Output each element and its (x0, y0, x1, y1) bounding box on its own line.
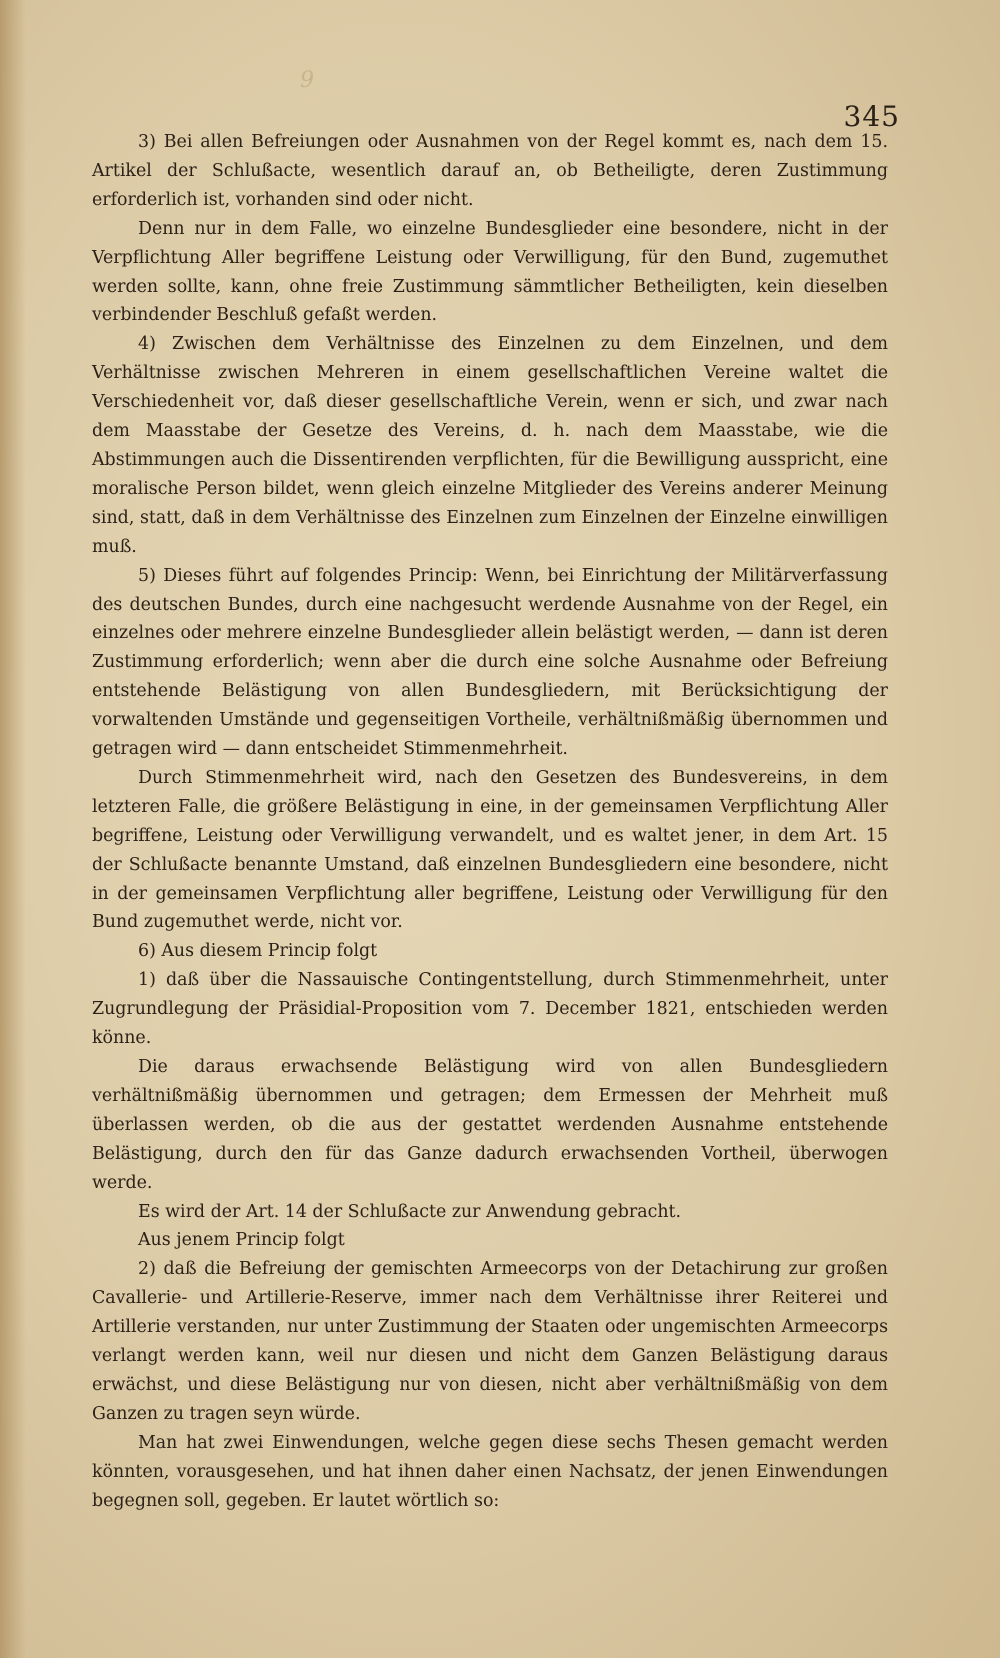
paragraph-article-14: Es wird der Art. 14 der Schlußacte zur Anwendung gebracht. (138, 1201, 682, 1222)
paragraph-point-6-item-2: 2) daß die Befreiung der gemischten Armeecorps von der Detachirung zur großen Cavallerie- und Artillerie-Reserve, immer nach dem Verhältnisse ihrer Reiterei und Artillerie verstanden, nur unter Zustimmung der Staaten oder ungemischten Armeecorps verlangt werden kann, weil nur diesen und nicht dem Ganzen Belästigung daraus erwächst, und diese Belästigung nur von diesen, nicht aber verhältnißmäßig von dem Ganzen zu tragen seyn würde. (92, 1259, 888, 1424)
paragraph-point-4: 4) Zwischen dem Verhältnisse des Einzelnen zu dem Einzelnen, und dem Verhältnisse zwischen Mehreren in einem gesellschaftlichen Vereine waltet die Verschiedenheit vor, daß dieser gesellschaftliche Verein, wenn er sich, und zwar nach dem Maasstabe der Gesetze des Vereins, d. h. nach dem Maasstabe, wie die Abstimmungen auch die Dissentirenden verpflichten, für die Bewilligung ausspricht, eine moralische Person bildet, wenn gleich einzelne Mitglieder des Vereins anderer Meinung sind, statt, daß in dem Verhältnisse des Einzelnen zum Einzelnen der Einzelne einwilligen muß. (92, 334, 888, 557)
page-binding-shadow (0, 0, 26, 1658)
page-number: 345 (843, 100, 900, 133)
paragraph-point-6-intro: 6) Aus diesem Princip folgt (138, 941, 378, 962)
paragraph-point-3-explanation: Denn nur in dem Falle, wo einzelne Bundesglieder eine besondere, nicht in der Verpflichtung Aller begriffene Leistung oder Verwilligung, für den Bund, zugemuthet werden sollte, kann, ohne freie Zustimmung sämmtlicher Betheiligten, kein dieselben verbindender Beschluß gefaßt werden. (92, 218, 888, 326)
paragraph-point-6-item-1: 1) daß über die Nassauische Contingentstellung, durch Stimmenmehrheit, unter Zugrundlegung der Präsidial-Proposition vom 7. December 1821, entschieden werden könne. (92, 970, 888, 1049)
paragraph-principle-follows: Aus jenem Princip folgt (138, 1230, 345, 1251)
paragraph-point-5: 5) Dieses führt auf folgendes Princip: Wenn, bei Einrichtung der Militärverfassung des deutschen Bundes, durch eine nachgesucht werdende Ausnahme von der Regel, ein einzelnes oder mehrere einzelne Bundesglieder allein belästigt werden, — dann ist deren Zustimmung erforderlich; wenn aber die durch eine solche Ausnahme oder Befreiung entstehende Belästigung von allen Bundesgliedern, mit Berücksichtigung der vorwaltenden Umstände und gegenseitigen Vortheile, verhältnißmäßig übernommen und getragen wird — dann entscheidet Stimmenmehrheit. (92, 565, 888, 760)
paragraph-item-1-explanation: Die daraus erwachsende Belästigung wird von allen Bundesgliedern verhältnißmäßig übernommen und getragen; dem Ermessen der Mehrheit muß überlassen werden, ob die aus der gestattet werdenden Ausnahme entstehende Belästigung, durch den für das Ganze dadurch erwachsenden Vortheil, überwogen werde. (92, 1057, 888, 1193)
paragraph-objections: Man hat zwei Einwendungen, welche gegen diese sechs Thesen gemacht werden könnten, vorausgesehen, und hat ihnen daher einen Nachsatz, der jenen Einwendungen begegnen soll, gegeben. Er lautet wörtlich so: (92, 1432, 888, 1511)
body-text (92, 128, 888, 1516)
paragraph-point-5-explanation: Durch Stimmenmehrheit wird, nach den Gesetzen des Bundesvereins, in dem letzteren Falle, die größere Belästigung in eine, in der gemeinsamen Verpflichtung Aller begriffene, Leistung oder Verwilligung verwandelt, und es waltet jener, in dem Art. 15 der Schlußacte benannte Umstand, daß einzelnen Bundesgliedern eine besondere, nicht in der gemeinsamen Verpflichtung aller begriffene, Leistung oder Verwilligung für den Bund zugemuthet werde, nicht vor. (92, 767, 888, 933)
faint-page-mark: 9 (300, 68, 314, 93)
paragraph-point-3: 3) Bei allen Befreiungen oder Ausnahmen von der Regel kommt es, nach dem 15. Artikel der Schlußacte, wesentlich darauf an, ob Betheiligte, deren Zustimmung erforderlich ist, vorhanden sind oder nicht. (92, 132, 888, 210)
